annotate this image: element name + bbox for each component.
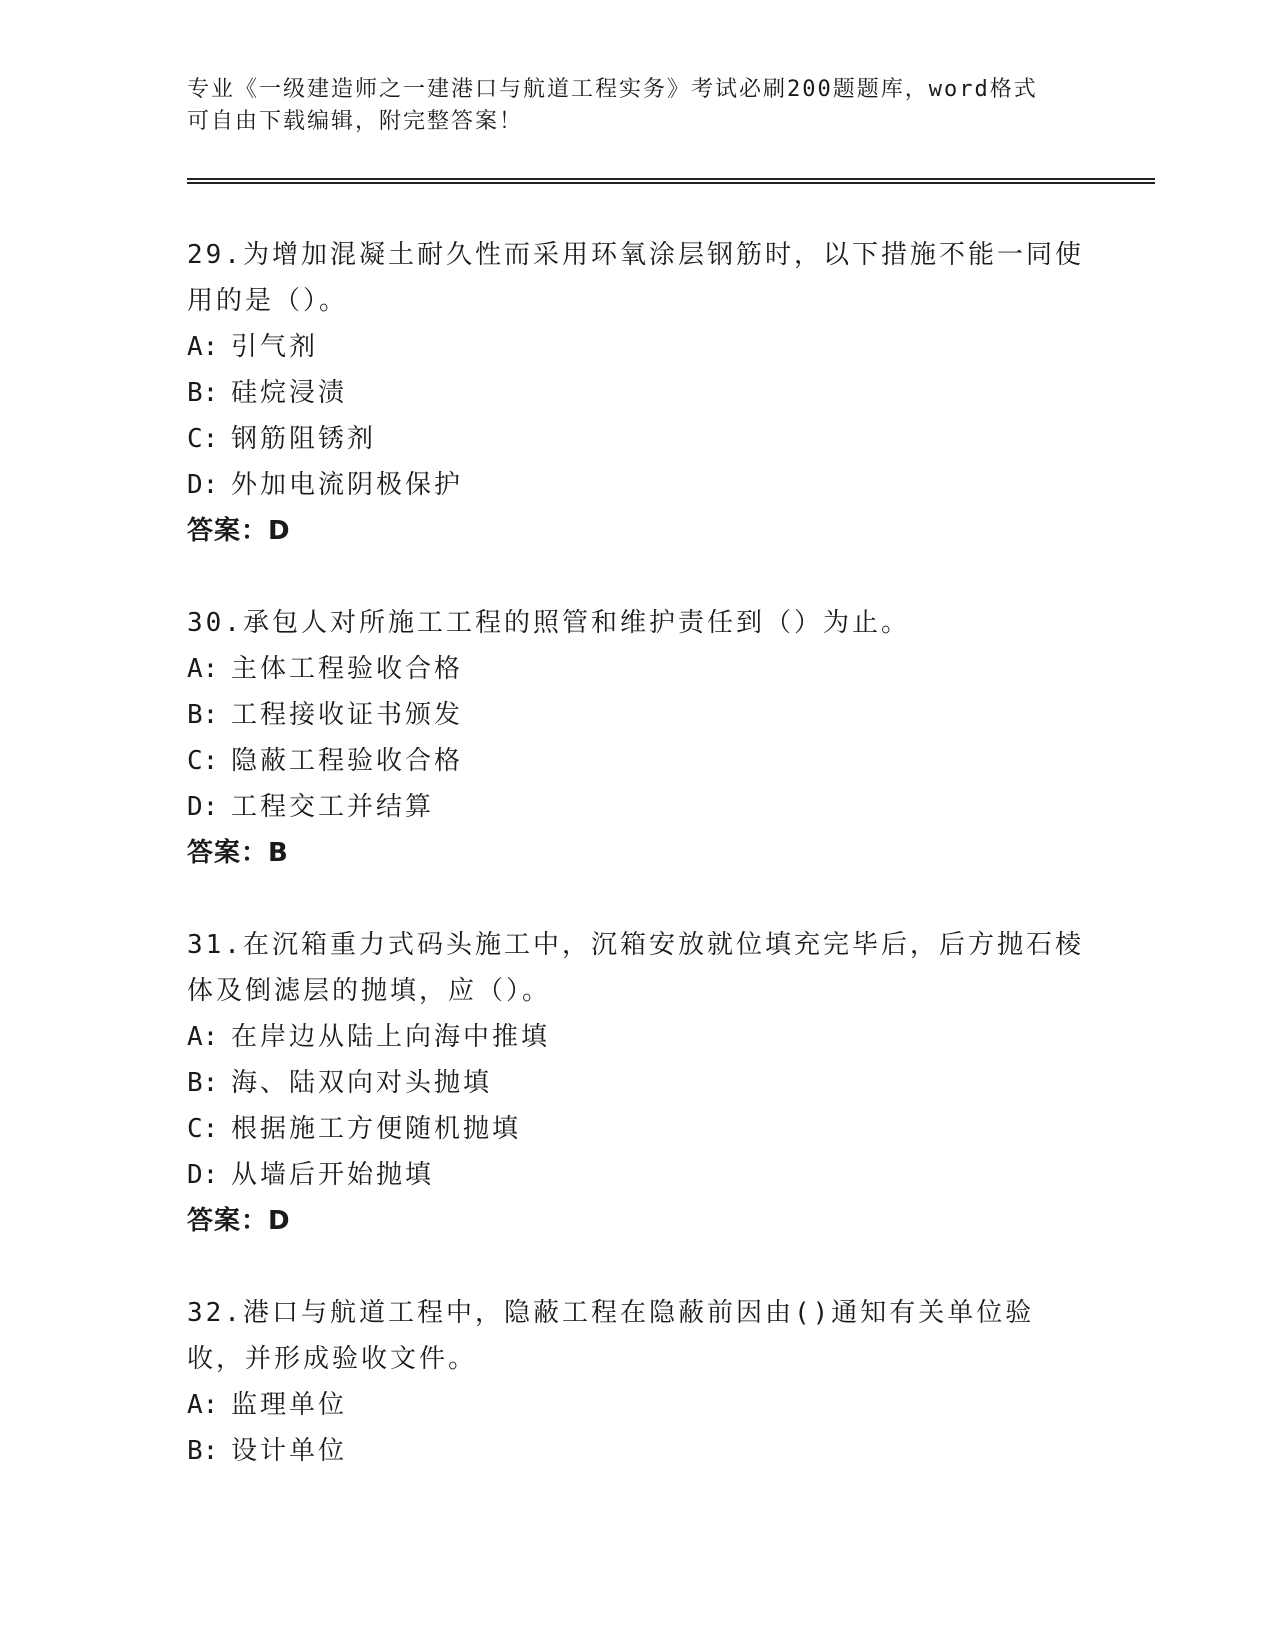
option-c [187,738,1087,784]
option-letter: B: [187,700,219,730]
answer: 答案：D [187,1206,291,1236]
option-d [187,1152,1087,1198]
question-stem: 29.为增加混凝土耐久性而采用环氧涂层钢筋时，以下措施不能一同使用的是（）。 [187,240,1084,316]
question-stem: 30.承包人对所施工工程的照管和维护责任到（）为止。 [187,608,910,638]
option-letter: A: [187,332,219,362]
option-a [187,324,1087,370]
option-b [187,1428,1087,1474]
option-letter: A: [187,1390,219,1420]
option-b [187,1060,1087,1106]
option-letter: A: [187,654,219,684]
option-text: 设计单位 [231,1436,348,1466]
option-text: 海、陆双向对头抛填 [231,1068,493,1098]
option-letter: A: [187,1022,219,1052]
option-c [187,416,1087,462]
question-29 [187,232,1087,554]
option-letter: C: [187,424,219,454]
option-letter: C: [187,1114,219,1144]
option-a [187,1382,1087,1428]
option-d [187,784,1087,830]
header-line-2: 可自由下载编辑，附完整答案！ [187,109,524,134]
question-30 [187,600,1087,876]
option-letter: B: [187,1436,219,1466]
question-32 [187,1290,1087,1474]
option-text: 主体工程验收合格 [231,654,464,684]
option-b [187,692,1087,738]
option-text: 在岸边从陆上向海中推填 [231,1022,551,1052]
option-text: 工程交工并结算 [231,792,435,822]
option-d [187,462,1087,508]
option-text: 工程接收证书颁发 [231,700,464,730]
option-text: 硅烷浸渍 [231,378,348,408]
header-divider [187,178,1155,184]
option-letter: D: [187,1160,219,1190]
option-b [187,370,1087,416]
answer: 答案：B [187,838,289,868]
option-letter: D: [187,792,219,822]
option-letter: B: [187,1068,219,1098]
option-text: 监理单位 [231,1390,348,1420]
option-text: 根据施工方便随机抛填 [231,1114,522,1144]
option-a [187,1014,1087,1060]
question-stem: 31.在沉箱重力式码头施工中，沉箱安放就位填充完毕后，后方抛石棱体及倒滤层的抛填，应（）。 [187,930,1084,1006]
question-31 [187,922,1087,1244]
option-letter: B: [187,378,219,408]
option-text: 钢筋阻锈剂 [231,424,377,454]
option-text: 外加电流阴极保护 [231,470,464,500]
question-stem: 32.港口与航道工程中，隐蔽工程在隐蔽前因由()通知有关单位验收，并形成验收文件。 [187,1298,1035,1374]
option-letter: C: [187,746,219,776]
option-text: 引气剂 [231,332,319,362]
question-list [187,232,1087,1520]
option-text: 从墙后开始抛填 [231,1160,435,1190]
option-letter: D: [187,470,219,500]
option-c [187,1106,1087,1152]
answer: 答案：D [187,516,291,546]
option-a [187,646,1087,692]
document-header [187,74,1087,138]
option-text: 隐蔽工程验收合格 [231,746,464,776]
header-line-1: 专业《一级建造师之一建港口与航道工程实务》考试必刷200题题库，word格式 [187,77,1038,102]
